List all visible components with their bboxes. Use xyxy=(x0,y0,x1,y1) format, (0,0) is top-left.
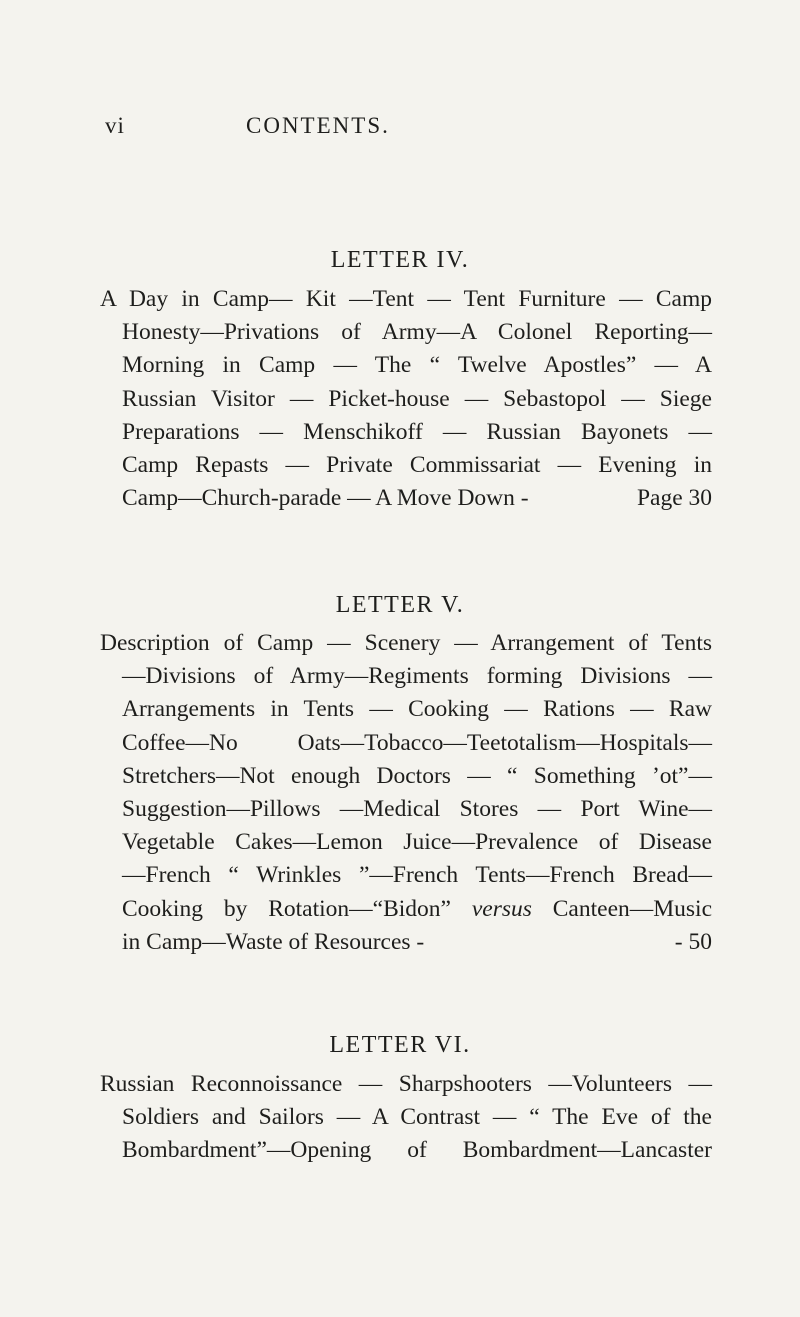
contents-line: Arrangements in Tents — Cooking — Rations — Raw xyxy=(122,696,712,723)
contents-line: Honesty—Privations of Army—A Colonel Reporting— xyxy=(122,319,712,346)
contents-italic-word: versus xyxy=(471,895,532,922)
contents-line: A Day in Camp— Kit —Tent — Tent Furniture — Camp xyxy=(100,286,712,312)
contents-line xyxy=(122,482,712,515)
contents-line-text: Cooking by Rotation—“Bidon” xyxy=(122,895,451,922)
letter-v-heading: LETTER V. xyxy=(335,592,465,618)
letter-vi-heading: LETTER VI. xyxy=(329,1032,471,1058)
letter-vi-contents xyxy=(100,1068,712,1168)
letter-iv-contents xyxy=(100,283,712,515)
contents-line: Camp Repasts — Private Commissariat — Evening in xyxy=(122,452,712,479)
running-head xyxy=(0,113,800,143)
contents-line: Morning in Camp — The “ Twelve Apostles” — A xyxy=(122,352,712,379)
contents-line: Coffee—No Oats—Tobacco—Teetotalism—Hospitals— xyxy=(122,729,712,756)
contents-line-text: in Camp—Waste of Resources - xyxy=(122,928,425,955)
letter-v-contents xyxy=(100,627,712,959)
page-reference: - 50 xyxy=(674,928,712,955)
contents-line: Suggestion—Pillows —Medical Stores — Port Wine— xyxy=(122,796,712,823)
contents-line-text: Camp—Church-parade — A Move Down - xyxy=(122,485,529,512)
contents-line: Russian Visitor — Picket-house — Sebastopol — Siege xyxy=(122,385,712,412)
contents-line: Russian Reconnoissance — Sharpshooters —Volunteers — xyxy=(100,1071,712,1097)
contents-line: Stretchers—Not enough Doctors — “ Something ’ot”— xyxy=(122,762,712,789)
contents-line xyxy=(122,893,712,926)
contents-line: Preparations — Menschikoff — Russian Bayonets — xyxy=(122,418,712,445)
contents-line: Description of Camp — Scenery — Arrangement of Tents xyxy=(100,630,712,656)
contents-line: Soldiers and Sailors — A Contrast — “ The Eve of the xyxy=(122,1104,712,1131)
contents-line-text: Canteen—Music xyxy=(552,895,712,922)
contents-line: —Divisions of Army—Regiments forming Divisions — xyxy=(122,663,712,690)
contents-line: Vegetable Cakes—Lemon Juice—Prevalence of Disease xyxy=(122,829,712,856)
running-title: CONTENTS. xyxy=(246,113,390,138)
letter-iv-heading: LETTER IV. xyxy=(330,247,470,273)
contents-line xyxy=(122,926,712,959)
contents-line: Bombardment”—Opening of Bombardment—Lancaster xyxy=(122,1137,712,1164)
contents-line: —French “ Wrinkles ”—French Tents—French Bread— xyxy=(122,862,712,889)
page-reference: Page 30 xyxy=(636,485,712,512)
page-number: vi xyxy=(105,113,125,138)
